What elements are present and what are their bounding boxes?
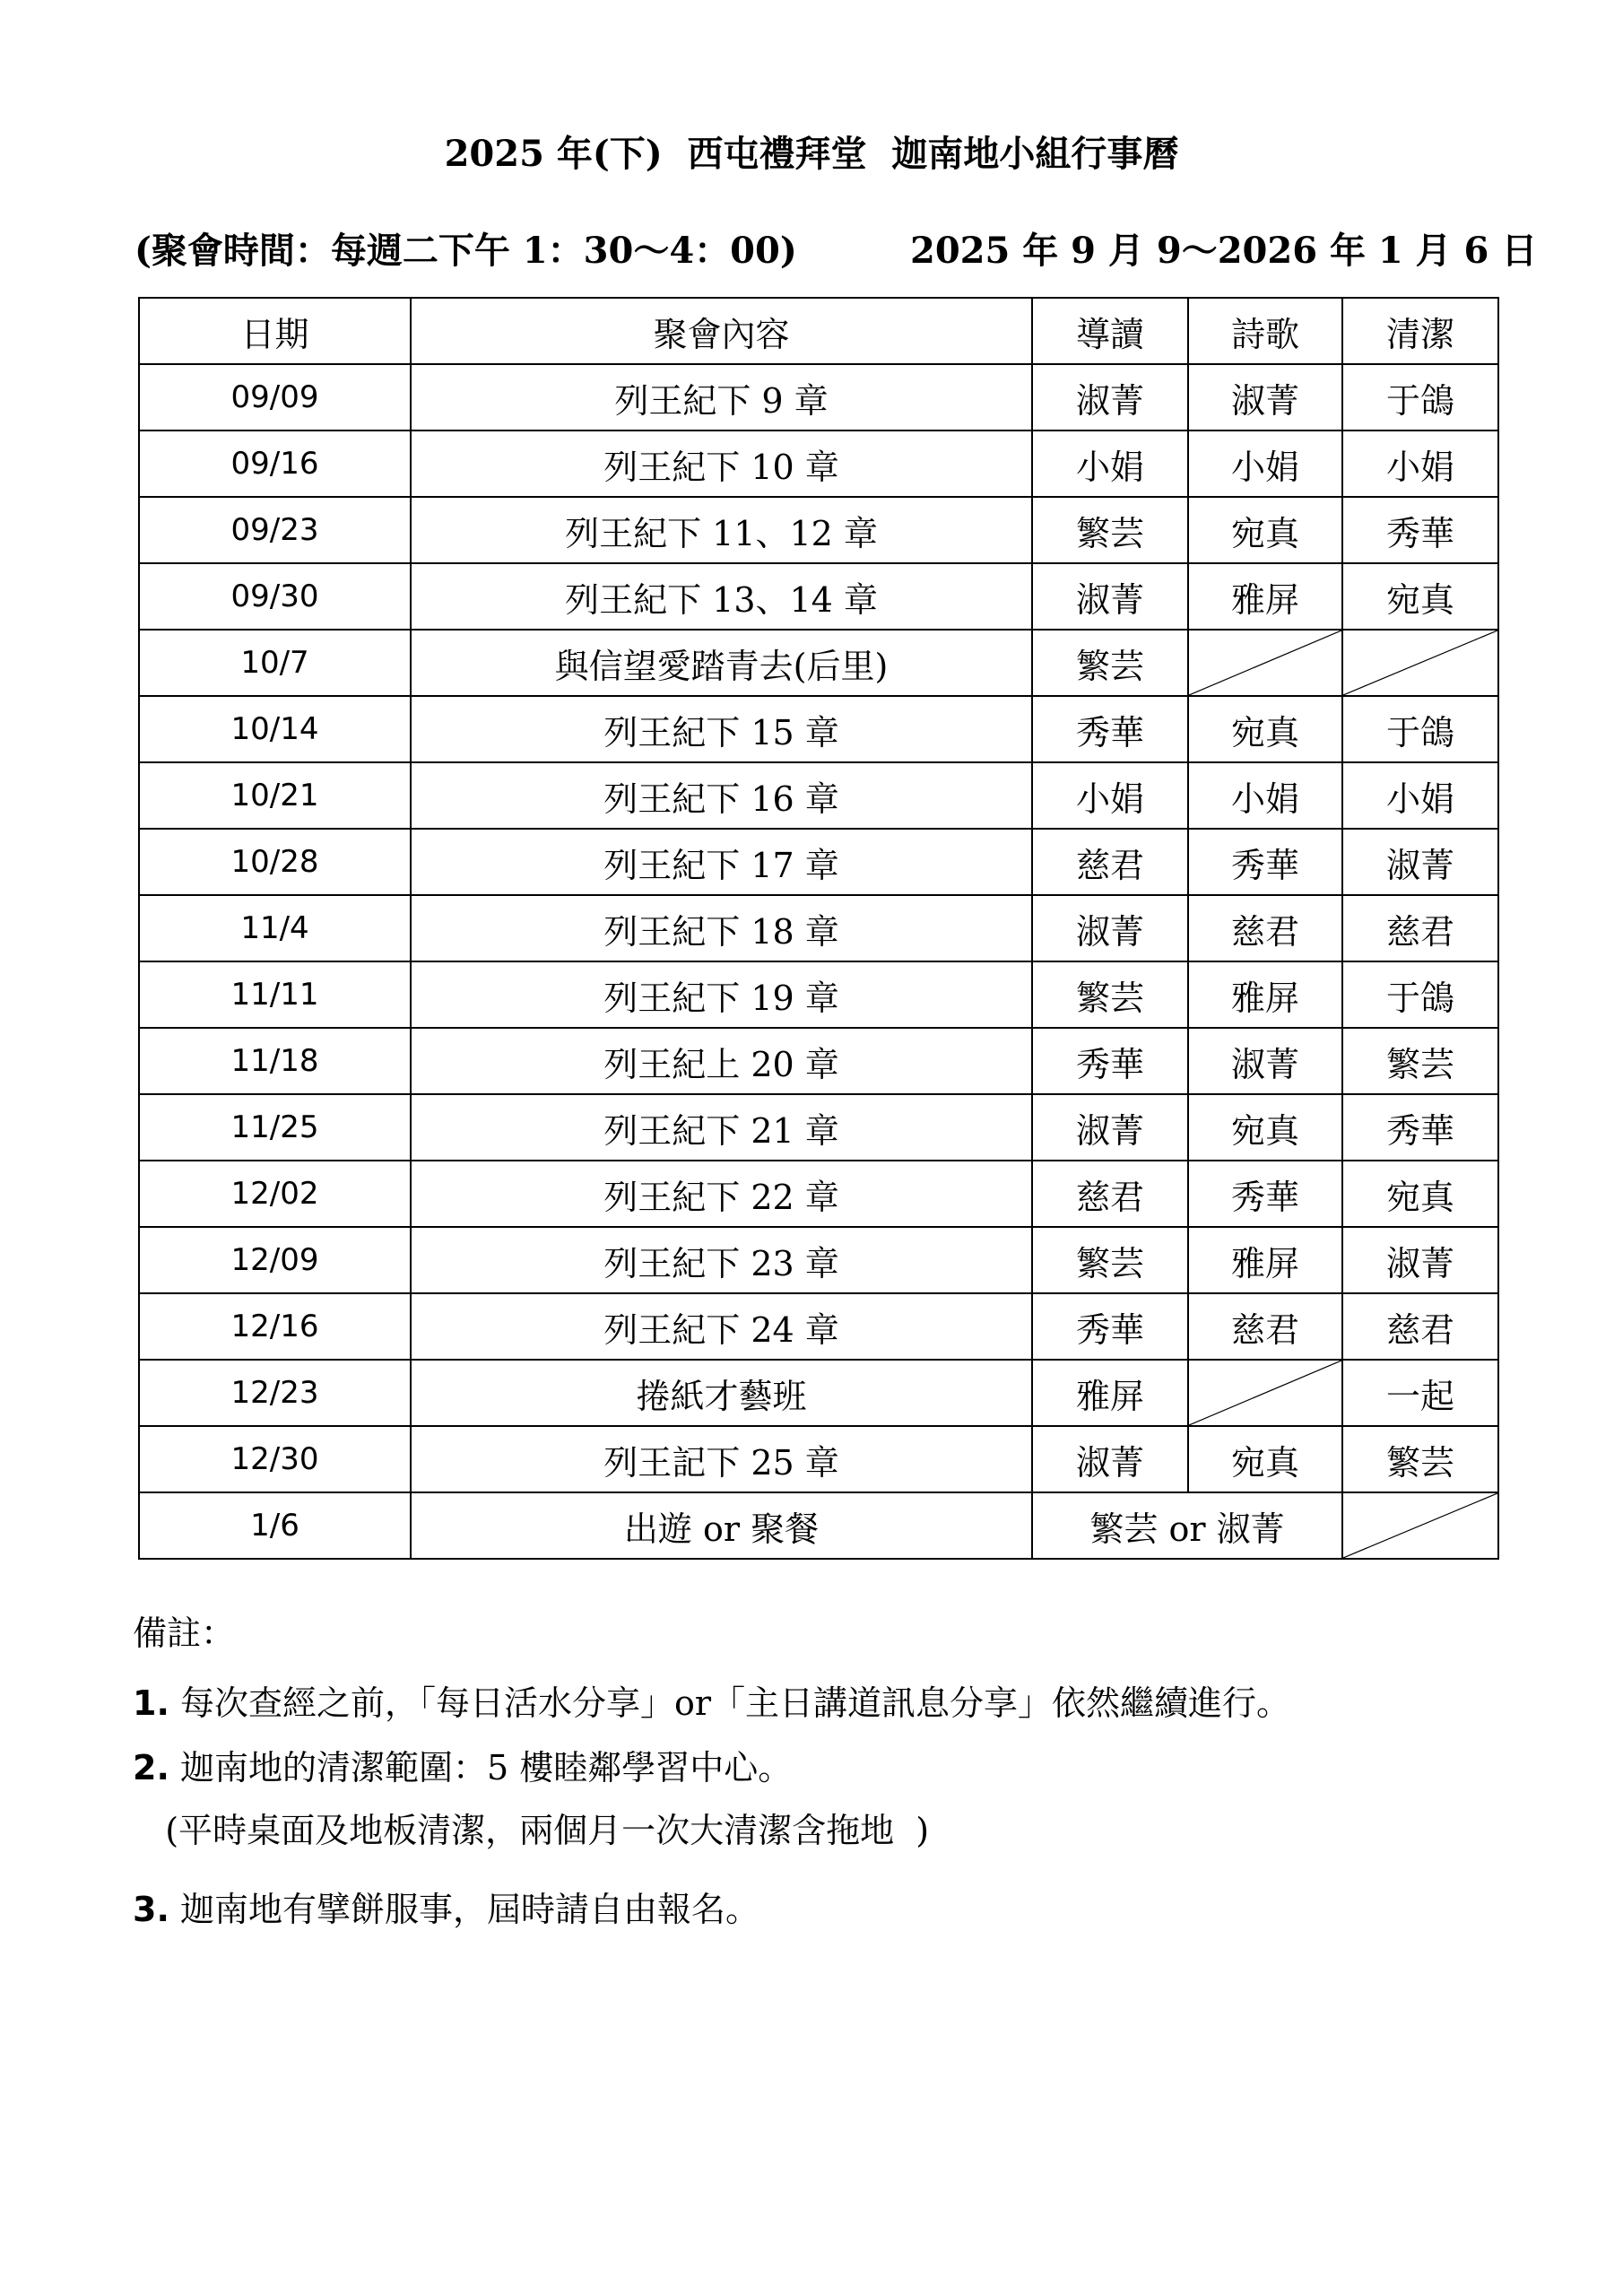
cell-clean: 慈君 bbox=[1342, 895, 1498, 961]
cell-content: 列王紀下 19 章 bbox=[411, 961, 1032, 1028]
cell-lead: 慈君 bbox=[1032, 829, 1188, 895]
cell-date: 11/25 bbox=[139, 1094, 411, 1161]
cell-clean: 繁芸 bbox=[1342, 1028, 1498, 1094]
cell-song: 小娟 bbox=[1188, 430, 1342, 497]
cell-song: 宛真 bbox=[1188, 696, 1342, 762]
cell-date: 10/14 bbox=[139, 696, 411, 762]
cell-content: 列王紀下 11、12 章 bbox=[411, 497, 1032, 563]
page-title: 2025 年(下) 西屯禮拜堂 迦南地小組行事曆 bbox=[444, 133, 1179, 175]
cell-lead: 繁芸 bbox=[1032, 1227, 1188, 1293]
cell-date: 12/09 bbox=[139, 1227, 411, 1293]
cell-date: 11/11 bbox=[139, 961, 411, 1028]
table-row bbox=[139, 895, 1498, 961]
cell-song: 雅屏 bbox=[1188, 961, 1342, 1028]
cell-content: 列王紀下 22 章 bbox=[411, 1161, 1032, 1227]
table-header-row bbox=[139, 298, 1498, 364]
cell-clean: 秀華 bbox=[1342, 1094, 1498, 1161]
cell-song: 雅屏 bbox=[1188, 1227, 1342, 1293]
cell-clean: 繁芸 bbox=[1342, 1426, 1498, 1492]
cell-clean: 一起 bbox=[1342, 1360, 1498, 1426]
cell-content: 列王記下 25 章 bbox=[411, 1426, 1032, 1492]
col-header-content: 聚會內容 bbox=[411, 298, 1032, 364]
note-item: 1. 每次查經之前，「每日活水分享」or「主日講道訊息分享」依然繼續進行。 bbox=[133, 1683, 1291, 1723]
diagonal-slash bbox=[1189, 1361, 1341, 1425]
table-row bbox=[139, 762, 1498, 829]
table-row bbox=[139, 1028, 1498, 1094]
cell-lead: 淑菁 bbox=[1032, 1094, 1188, 1161]
cell-lead-song: 繁芸 or 淑菁 bbox=[1032, 1492, 1342, 1559]
col-header-lead: 導讀 bbox=[1032, 298, 1188, 364]
cell-clean: 淑菁 bbox=[1342, 1227, 1498, 1293]
cell-clean: 于鴿 bbox=[1342, 696, 1498, 762]
cell-song: 淑菁 bbox=[1188, 364, 1342, 430]
table-row bbox=[139, 630, 1498, 696]
cell-clean: 秀華 bbox=[1342, 497, 1498, 563]
cell-date: 12/02 bbox=[139, 1161, 411, 1227]
cell-date: 11/18 bbox=[139, 1028, 411, 1094]
col-header-song: 詩歌 bbox=[1188, 298, 1342, 364]
diagonal-slash bbox=[1343, 631, 1497, 695]
cell-content: 列王紀下 10 章 bbox=[411, 430, 1032, 497]
table-row bbox=[139, 829, 1498, 895]
cell-content: 與信望愛踏青去(后里) bbox=[411, 630, 1032, 696]
cell-date: 12/16 bbox=[139, 1293, 411, 1360]
cell-song: 慈君 bbox=[1188, 1293, 1342, 1360]
cell-song-empty bbox=[1188, 1360, 1342, 1426]
table-row bbox=[139, 1492, 1498, 1559]
cell-clean: 宛真 bbox=[1342, 563, 1498, 630]
date-range: 2025 年 9 月 9～2026 年 1 月 6 日 bbox=[910, 230, 1538, 272]
cell-lead: 淑菁 bbox=[1032, 895, 1188, 961]
table-row bbox=[139, 1426, 1498, 1492]
note-item: 2. 迦南地的清潔範圍：5 樓睦鄰學習中心。 bbox=[133, 1748, 793, 1787]
cell-date: 09/09 bbox=[139, 364, 411, 430]
cell-clean: 慈君 bbox=[1342, 1293, 1498, 1360]
cell-clean: 于鴿 bbox=[1342, 961, 1498, 1028]
cell-date: 09/30 bbox=[139, 563, 411, 630]
cell-date: 12/23 bbox=[139, 1360, 411, 1426]
cell-clean: 于鴿 bbox=[1342, 364, 1498, 430]
cell-content: 列王紀下 9 章 bbox=[411, 364, 1032, 430]
note-item: 3. 迦南地有擘餅服事，屆時請自由報名。 bbox=[133, 1890, 759, 1929]
cell-content: 列王紀下 15 章 bbox=[411, 696, 1032, 762]
cell-song: 淑菁 bbox=[1188, 1028, 1342, 1094]
table-row bbox=[139, 1293, 1498, 1360]
cell-lead: 小娟 bbox=[1032, 430, 1188, 497]
table-row bbox=[139, 497, 1498, 563]
table-row bbox=[139, 364, 1498, 430]
cell-clean: 小娟 bbox=[1342, 430, 1498, 497]
diagonal-slash bbox=[1343, 1493, 1497, 1558]
cell-date: 10/28 bbox=[139, 829, 411, 895]
cell-date: 1/6 bbox=[139, 1492, 411, 1559]
cell-song: 秀華 bbox=[1188, 829, 1342, 895]
cell-content: 列王紀下 21 章 bbox=[411, 1094, 1032, 1161]
cell-lead: 秀華 bbox=[1032, 696, 1188, 762]
cell-song: 秀華 bbox=[1188, 1161, 1342, 1227]
cell-lead: 淑菁 bbox=[1032, 563, 1188, 630]
cell-song: 慈君 bbox=[1188, 895, 1342, 961]
cell-lead: 繁芸 bbox=[1032, 961, 1188, 1028]
cell-clean: 宛真 bbox=[1342, 1161, 1498, 1227]
cell-lead: 秀華 bbox=[1032, 1293, 1188, 1360]
cell-song-empty bbox=[1188, 630, 1342, 696]
cell-song: 小娟 bbox=[1188, 762, 1342, 829]
table-row bbox=[139, 1094, 1498, 1161]
cell-lead: 小娟 bbox=[1032, 762, 1188, 829]
cell-date: 09/16 bbox=[139, 430, 411, 497]
table-row bbox=[139, 563, 1498, 630]
cell-song: 宛真 bbox=[1188, 1426, 1342, 1492]
cell-content: 出遊 or 聚餐 bbox=[411, 1492, 1032, 1559]
cell-content: 列王紀上 20 章 bbox=[411, 1028, 1032, 1094]
cell-lead: 淑菁 bbox=[1032, 364, 1188, 430]
cell-date: 11/4 bbox=[139, 895, 411, 961]
cell-content: 列王紀下 23 章 bbox=[411, 1227, 1032, 1293]
note-item-continued: (平時桌面及地板清潔，兩個月一次大清潔含拖地 ) bbox=[133, 1811, 930, 1850]
cell-date: 10/21 bbox=[139, 762, 411, 829]
cell-content: 列王紀下 16 章 bbox=[411, 762, 1032, 829]
cell-content: 捲紙才藝班 bbox=[411, 1360, 1032, 1426]
cell-lead: 雅屏 bbox=[1032, 1360, 1188, 1426]
table-row bbox=[139, 1161, 1498, 1227]
meeting-time: (聚會時間：每週二下午 1：30～4：00) bbox=[135, 230, 797, 272]
cell-lead: 繁芸 bbox=[1032, 497, 1188, 563]
table-row bbox=[139, 430, 1498, 497]
cell-date: 12/30 bbox=[139, 1426, 411, 1492]
cell-clean: 淑菁 bbox=[1342, 829, 1498, 895]
cell-date: 10/7 bbox=[139, 630, 411, 696]
cell-lead: 淑菁 bbox=[1032, 1426, 1188, 1492]
cell-content: 列王紀下 17 章 bbox=[411, 829, 1032, 895]
cell-clean-empty bbox=[1342, 1492, 1498, 1559]
schedule-table bbox=[138, 297, 1499, 1560]
cell-clean-empty bbox=[1342, 630, 1498, 696]
table-row bbox=[139, 1227, 1498, 1293]
cell-lead: 秀華 bbox=[1032, 1028, 1188, 1094]
col-header-date: 日期 bbox=[139, 298, 411, 364]
cell-content: 列王紀下 18 章 bbox=[411, 895, 1032, 961]
cell-lead: 慈君 bbox=[1032, 1161, 1188, 1227]
table-row bbox=[139, 961, 1498, 1028]
table-row bbox=[139, 1360, 1498, 1426]
cell-lead: 繁芸 bbox=[1032, 630, 1188, 696]
cell-song: 雅屏 bbox=[1188, 563, 1342, 630]
cell-song: 宛真 bbox=[1188, 497, 1342, 563]
cell-song: 宛真 bbox=[1188, 1094, 1342, 1161]
cell-content: 列王紀下 24 章 bbox=[411, 1293, 1032, 1360]
table-row bbox=[139, 696, 1498, 762]
col-header-clean: 清潔 bbox=[1342, 298, 1498, 364]
cell-date: 09/23 bbox=[139, 497, 411, 563]
cell-content: 列王紀下 13、14 章 bbox=[411, 563, 1032, 630]
diagonal-slash bbox=[1189, 631, 1341, 695]
cell-clean: 小娟 bbox=[1342, 762, 1498, 829]
notes-heading: 備註： bbox=[133, 1613, 236, 1653]
